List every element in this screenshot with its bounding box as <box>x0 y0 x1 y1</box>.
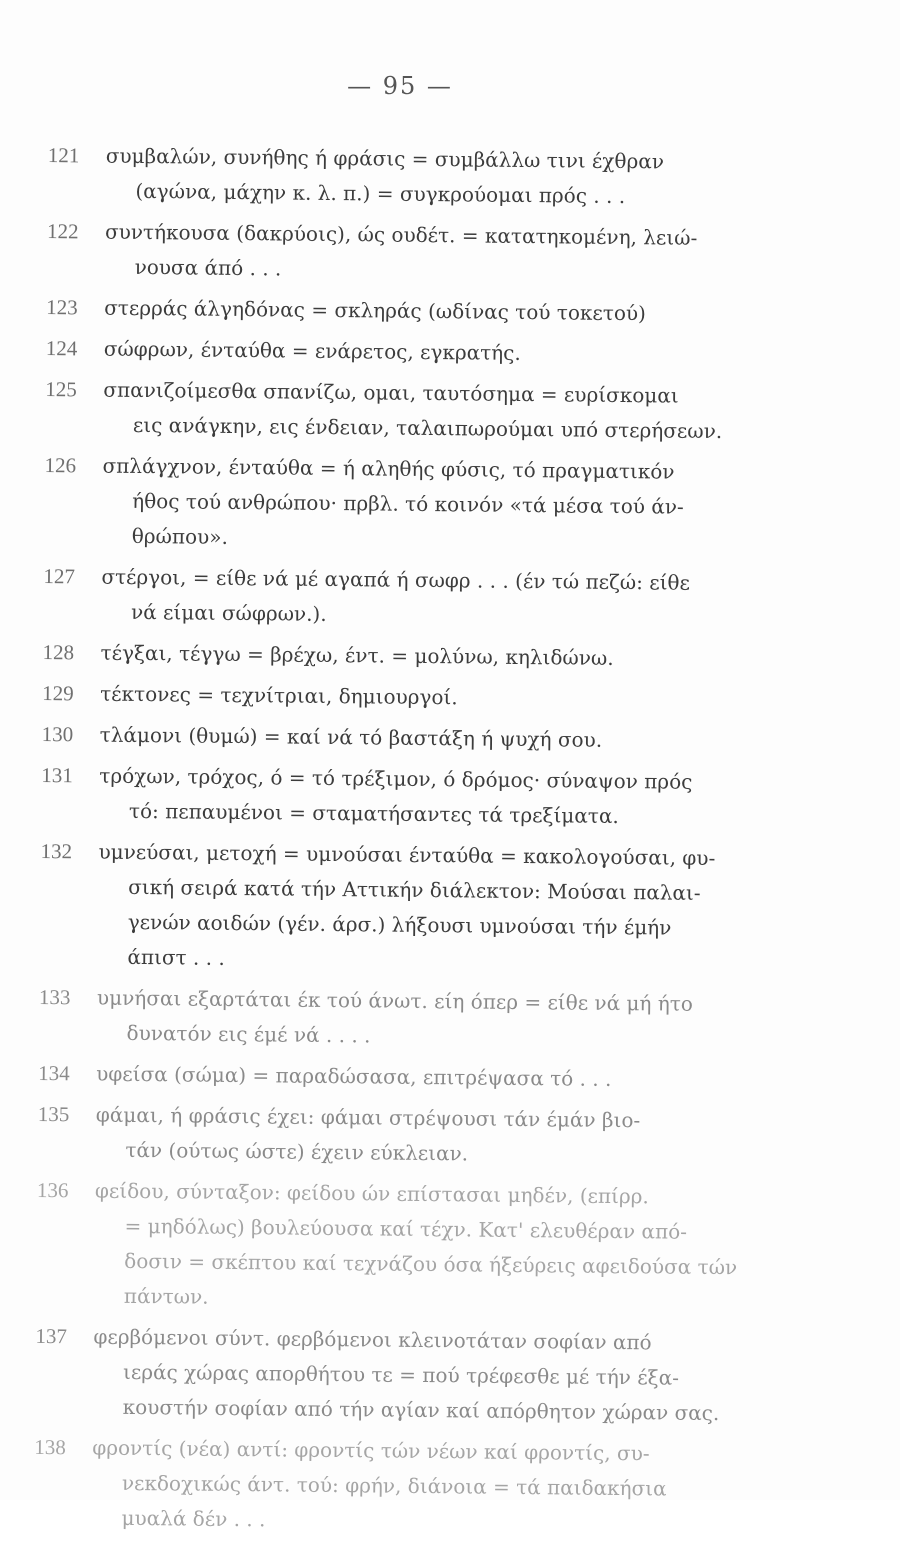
entry-number: 131 <box>41 762 73 788</box>
entry-number: 126 <box>44 452 77 478</box>
glossary-entry <box>45 372 806 450</box>
glossary-entry <box>36 1173 797 1321</box>
entry-number: 135 <box>37 1101 70 1127</box>
glossary-entry <box>44 448 805 561</box>
entry-line: τέγξαι, τέγγω = βρέχω, έντ. = μολύνω, κηλιδώνω. <box>100 640 614 670</box>
entry-text <box>101 560 804 637</box>
glossary-entry <box>39 834 800 982</box>
entry-line: (αγώνα, μάχην κ. λ. π.) = συγκρούομαι πρός . . . <box>135 178 626 209</box>
glossary-entry <box>35 1319 796 1432</box>
entry-line: τλάμονι (θυμώ) = καί νά τό βαστάξη ή ψυχή σου. <box>99 722 603 752</box>
entry-text <box>103 373 806 450</box>
glossary-entry <box>42 635 802 678</box>
entry-text <box>96 981 799 1058</box>
entry-line: συμβαλών, συνήθης ή φράσις = συμβάλλω τινι έχθραν <box>105 143 665 174</box>
entry-number: 138 <box>34 1434 66 1460</box>
entry-line: κουστήν σοφίαν από τήν αγίαν καί απόρθητον χώραν σας. <box>122 1394 720 1426</box>
glossary-entry <box>46 214 807 292</box>
entry-line: φάμαι, ή φράσις έχει: φάμαι στρέψουσι τάν έμάν βιο- <box>95 1102 641 1133</box>
glossary-entry <box>38 1056 798 1099</box>
glossary-entry <box>38 980 799 1058</box>
entry-text <box>104 215 807 292</box>
entry-text <box>96 1057 798 1099</box>
entry-line: μυαλά δέν . . . <box>121 1505 266 1532</box>
entry-line: φροντίς (νέα) αντί: φροντίς τών νέων καί φροντίς, συ- <box>92 1435 650 1466</box>
entry-number: 124 <box>45 335 78 361</box>
entry-text <box>94 1174 797 1321</box>
entry-number: 136 <box>36 1177 69 1203</box>
entry-text <box>104 332 806 374</box>
glossary-entry <box>33 1430 794 1543</box>
entry-line: φερβόμενοι σύντ. φερβόμενοι κλεινοτάταν σοφίαν από <box>93 1324 652 1355</box>
entry-line: νεκδοχικώς άντ. τού: φρήν, διάνοια = τά παιδακήσια <box>121 1470 667 1501</box>
entry-line: τό: πεπαυμένοι = σταματήσαντες τά τρεξίματα. <box>128 798 619 829</box>
entry-line: νά είμαι σώφρων.). <box>130 599 327 626</box>
entry-text <box>100 677 802 719</box>
entry-line: δοσιν = σκέπτου καί τεχνάζου όσα ήξεύρεις αφειδούσα τών <box>124 1248 738 1280</box>
entry-number: 137 <box>35 1323 68 1349</box>
entry-line: στέργοι, = είθε νά μέ αγαπά ή σωφρ . . . (έν τώ πεζώ: είθε <box>101 564 691 595</box>
entry-number: 129 <box>42 680 74 706</box>
entry-text <box>93 1320 796 1432</box>
entry-number: 121 <box>47 142 80 168</box>
entry-line: συντήκουσα (δακρύοις), ώς ουδέτ. = κατατηκομένη, λειώ- <box>104 219 698 250</box>
entry-number: 134 <box>38 1060 70 1086</box>
entry-text <box>104 291 806 333</box>
entry-number: 128 <box>42 639 75 665</box>
entry-line: σπλάγχνον, ένταύθα = ή αληθής φύσις, τό πραγματικόν <box>102 453 675 484</box>
entry-line: τάν (ούτως ώστε) έχειν εύκλειαν. <box>125 1137 469 1166</box>
glossary-entry <box>42 717 802 760</box>
entry-line: γενών αοιδών (γέν. άρσ.) λήξουσι υμνούσαι τήν έμήν <box>127 909 672 940</box>
entry-text <box>102 449 805 561</box>
entry-line: υφείσα (σώμα) = παραδώσασα, επιτρέψασα τό . . . <box>96 1061 612 1091</box>
glossary-entry <box>47 138 808 216</box>
page-number: — 95 — <box>347 72 453 100</box>
entry-line: υμνεύσαι, μετοχή = υμνούσαι ένταύθα = κακολογούσαι, φυ- <box>98 839 716 871</box>
entry-number: 127 <box>43 563 76 589</box>
glossary-entry <box>43 559 804 637</box>
entry-line: φείδου, σύνταξον: φείδου ών επίστασαι μηδέν, (επίρρ. <box>94 1178 649 1209</box>
entry-line: τέκτονες = τεχνίτριαι, δημιουργοί. <box>100 681 458 710</box>
entry-line: τρόχων, τρόχος, ό = τό τρέξιμον, ό δρόμος· σύναψον πρός <box>99 763 693 794</box>
entry-line: θρώπου». <box>131 523 229 549</box>
entry-line: πάντων. <box>123 1283 209 1309</box>
glossary-entry <box>41 758 802 836</box>
entry-text <box>99 759 802 836</box>
entry-line: = μηδόλως) βουλεύουσα καί τέχν. Κατ' ελευθέραν από- <box>124 1213 688 1244</box>
entry-line: άπιστ . . . <box>127 944 225 970</box>
entry-text <box>95 1098 798 1175</box>
entry-number: 133 <box>38 984 71 1010</box>
entry-text <box>100 718 802 760</box>
glossary-entry <box>46 331 806 374</box>
entry-line: εις ανάγκην, εις ένδειαν, ταλαιπωρούμαι υπό στερήσεων. <box>132 412 723 444</box>
entry-line: σική σειρά κατά τήν Αττικήν διάλεκτον: Μούσαι παλαι- <box>128 874 701 905</box>
glossary-entry <box>42 676 802 719</box>
entry-line: δυνατόν εις έμέ νά . . . . <box>126 1020 371 1048</box>
entry-number: 130 <box>41 721 74 747</box>
entry-line: στερράς άλγηδόνας = σκληράς (ωδίνας τού τοκετού) <box>104 295 647 326</box>
entry-text <box>97 835 800 982</box>
entry-number: 122 <box>46 218 79 244</box>
entry-number: 123 <box>46 294 78 320</box>
glossary-entry <box>37 1097 798 1175</box>
entry-line: ιεράς χώρας απορθήτου τε = πού τρέφεσθε μέ τήν έξα- <box>122 1359 680 1390</box>
entry-text <box>91 1431 794 1543</box>
entry-number: 132 <box>40 838 73 864</box>
entry-line: ήθος τού ανθρώπου· πρβλ. τό κοινόν «τά μέσα τού άν- <box>132 488 684 519</box>
entry-text <box>100 636 802 678</box>
glossary-entry <box>46 290 806 333</box>
glossary-entries <box>33 138 808 1549</box>
entry-text <box>105 139 808 216</box>
entry-line: υμνήσαι εξαρτάται έκ τού άνωτ. είη όπερ = είθε νά μή ήτο <box>96 985 694 1016</box>
entry-line: σπανιζοίμεσθα σπανίζω, ομαι, ταυτόσημα = ευρίσκομαι <box>103 377 679 408</box>
entry-line: νουσα άπό . . . <box>134 254 282 281</box>
entry-number: 125 <box>45 376 77 402</box>
entry-line: σώφρων, ένταύθα = ενάρετος, εγκρατής. <box>103 336 521 365</box>
